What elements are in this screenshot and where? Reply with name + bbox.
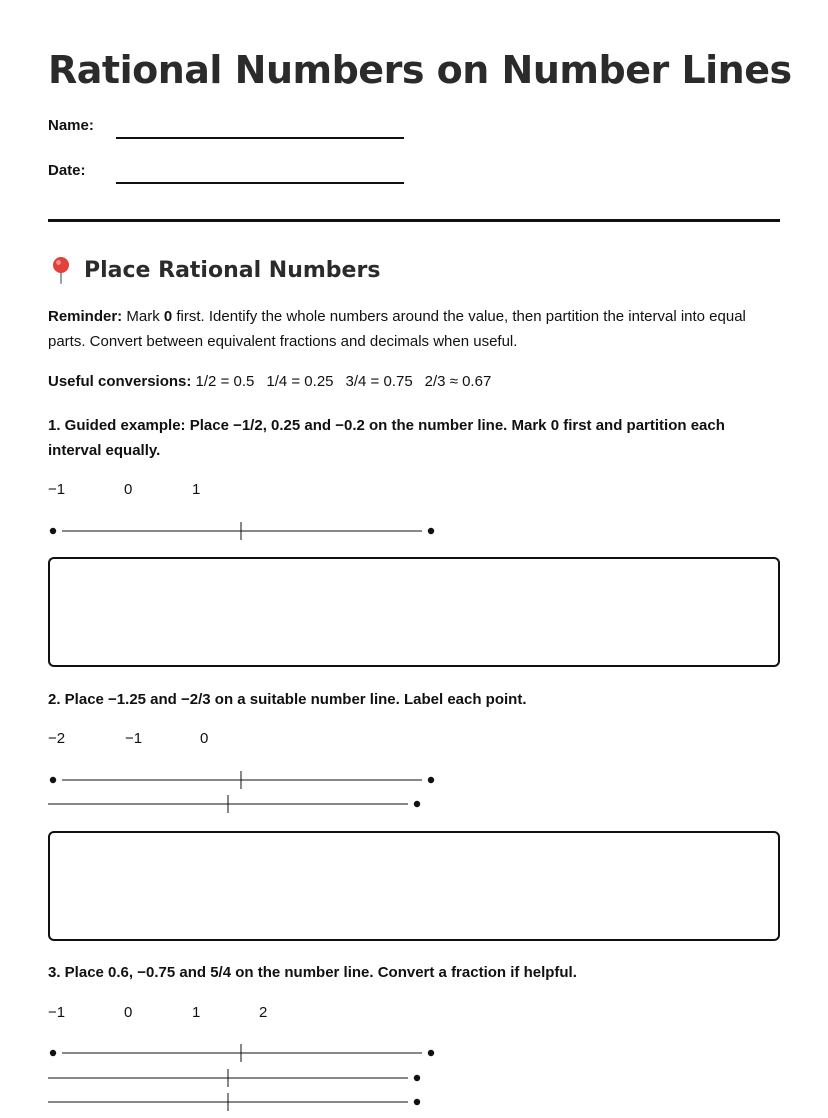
question-2-number-line-extra bbox=[48, 794, 448, 814]
tick-label: 0 bbox=[124, 481, 133, 498]
conversions-line bbox=[48, 369, 780, 394]
tick-label: 0 bbox=[124, 1004, 133, 1021]
tick-label: 1 bbox=[192, 1004, 201, 1021]
conversion-item: 1/4 = 0.25 bbox=[266, 373, 334, 390]
reminder-text-part: first. Identify the whole numbers around the value, then partition the interval into equal parts. Convert between equivalent fractions and decimals when useful. bbox=[48, 308, 746, 350]
tick-label: 2 bbox=[259, 1004, 268, 1021]
date-label: Date: bbox=[48, 162, 86, 179]
tick-label: 1 bbox=[192, 481, 201, 498]
question-1-text: 1. Guided example: Place −1/2, 0.25 and −0.2 on the number line. Mark 0 first and partition each interval equally. bbox=[48, 417, 725, 459]
section-title: Place Rational Numbers bbox=[84, 257, 381, 283]
conversion-item: 1/2 = 0.5 bbox=[195, 373, 255, 390]
reminder-text-part: Mark bbox=[122, 308, 164, 325]
reminder-zero: 0 bbox=[163, 308, 173, 325]
reminder-label: Reminder: bbox=[48, 308, 123, 325]
reminder-text bbox=[48, 304, 780, 354]
question-3-number-line-extra bbox=[48, 1068, 448, 1088]
conversions-label: Useful conversions: bbox=[48, 373, 192, 390]
question-1-answer-box[interactable] bbox=[48, 557, 780, 667]
tick-label: 0 bbox=[200, 730, 209, 747]
question-3-number-line-extra bbox=[48, 1092, 448, 1112]
pushpin-icon bbox=[48, 256, 74, 284]
tick-label: −1 bbox=[48, 1004, 66, 1021]
question-2-number-line bbox=[48, 770, 448, 790]
tick-label: −1 bbox=[48, 481, 66, 498]
question-3-text: 3. Place 0.6, −0.75 and 5/4 on the number line. Convert a fraction if helpful. bbox=[48, 964, 577, 981]
date-answer-line[interactable] bbox=[116, 182, 404, 184]
header-divider bbox=[48, 219, 780, 222]
section-header bbox=[48, 256, 380, 284]
question-1-number-line bbox=[48, 521, 448, 541]
conversion-item: 3/4 = 0.75 bbox=[345, 373, 413, 390]
question-3-number-line bbox=[48, 1043, 448, 1063]
name-answer-line[interactable] bbox=[116, 137, 404, 139]
tick-label: −1 bbox=[125, 730, 143, 747]
question-2-answer-box[interactable] bbox=[48, 831, 780, 941]
conversion-item: 2/3 ≈ 0.67 bbox=[424, 373, 492, 390]
worksheet-title: Rational Numbers on Number Lines bbox=[48, 48, 792, 92]
name-label: Name: bbox=[48, 117, 94, 134]
tick-label: −2 bbox=[48, 730, 66, 747]
question-2-text: 2. Place −1.25 and −2/3 on a suitable number line. Label each point. bbox=[48, 691, 527, 708]
